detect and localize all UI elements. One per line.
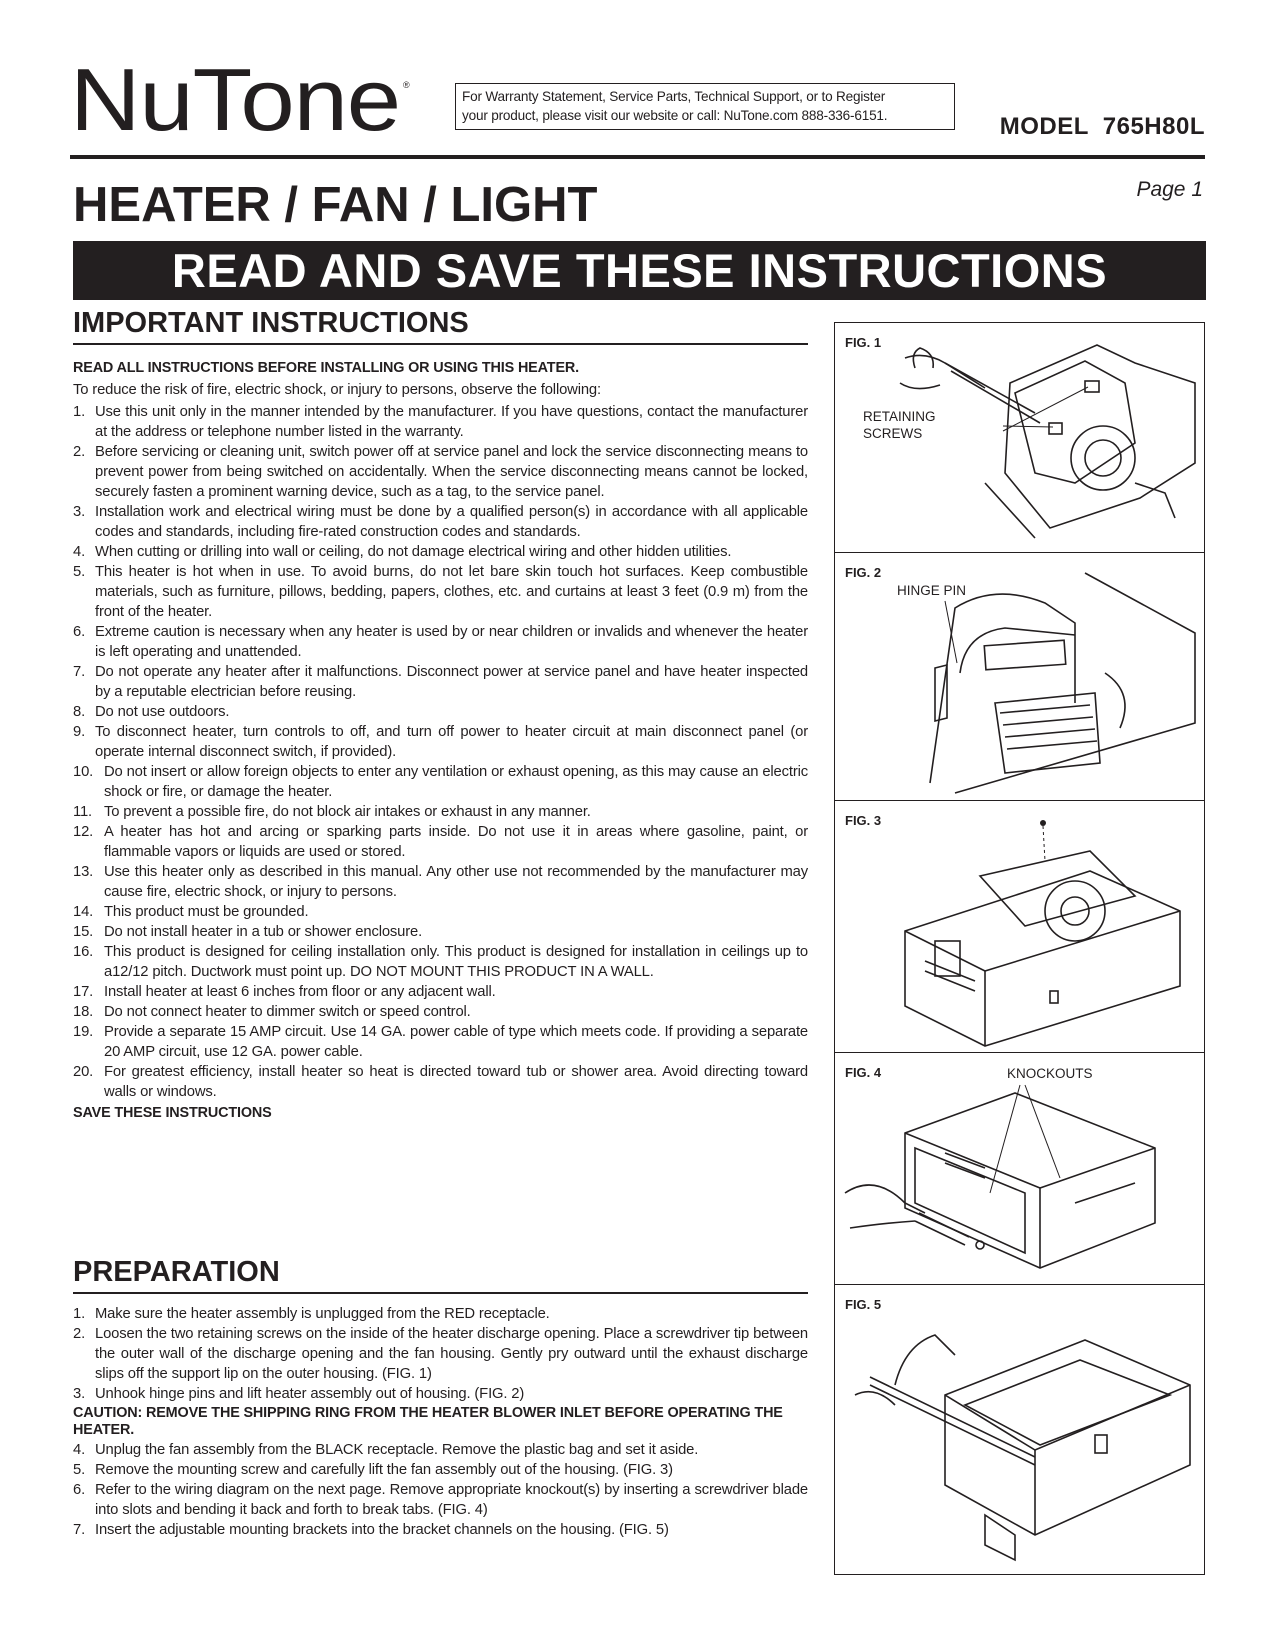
list-item-number: 14. [73, 903, 94, 920]
list-item-number: 18. [73, 1003, 94, 1020]
caution-note: CAUTION: REMOVE THE SHIPPING RING FROM THE HEATER BLOWER INLET BEFORE OPERATING THE HEATER. [73, 1404, 783, 1438]
list-item [73, 1440, 808, 1460]
list-item [73, 922, 808, 942]
figure-callout: RETAINING SCREWS [863, 409, 936, 441]
model-number: MODEL 765H80L [999, 113, 1205, 140]
list-item-text: When cutting or drilling into wall or ceiling, do not damage electrical wiring and other hidden utilities. [95, 543, 732, 560]
page-title: HEATER / FAN / LIGHT [73, 178, 598, 232]
list-item-number: 17. [73, 983, 94, 1000]
list-item [73, 1460, 808, 1480]
section-title-preparation: PREPARATION [73, 1256, 280, 1288]
figure-1 [835, 323, 1204, 553]
list-item-number: 12. [73, 823, 94, 840]
list-item [73, 982, 808, 1002]
list-item [73, 402, 808, 442]
section-rule [73, 1292, 808, 1294]
list-item-number: 4. [73, 1441, 86, 1458]
figure-2 [835, 553, 1204, 801]
list-item [73, 762, 808, 802]
list-item-number: 5. [73, 1461, 86, 1478]
figure-callout: HINGE PIN [897, 583, 967, 598]
list-item-number: 1. [73, 403, 86, 420]
figure-4-illustration [835, 1053, 1203, 1285]
list-item-text: Do not insert or allow foreign objects to enter any ventilation or exhaust opening, as this may cause an electric shock or fire, or damage the heater. [104, 763, 808, 800]
list-item-number: 11. [73, 803, 93, 820]
list-item-text: This product must be grounded. [104, 903, 309, 920]
list-item [73, 722, 808, 762]
list-item-number: 6. [73, 1481, 86, 1498]
list-item-number: 5. [73, 563, 86, 580]
preparation-list-continued [73, 1440, 808, 1540]
list-item-number: 7. [73, 663, 86, 680]
list-item [73, 542, 808, 562]
list-item [73, 1520, 808, 1540]
list-item-text: This heater is hot when in use. To avoid burns, do not let bare skin touch hot surfaces. Keep combustible materials, such as furniture, pillows, bedding, papers, clothes, etc. and curtains at least 3 feet (0.9 m) from the front of the heater. [95, 563, 808, 620]
list-item-text: Installation work and electrical wiring must be done by a qualified person(s) in accordance with all applicable codes and standards, including fire-rated construction codes and standards. [95, 503, 808, 540]
figure-4 [835, 1053, 1204, 1285]
warranty-notice-line1: For Warranty Statement, Service Parts, Technical Support, or to Register [462, 89, 886, 104]
figure-3 [835, 801, 1204, 1053]
list-item [73, 562, 808, 622]
important-intro: To reduce the risk of fire, electric shock, or injury to persons, observe the following: [73, 381, 601, 398]
list-item-text: Extreme caution is necessary when any heater is used by or near children or invalids and whenever the heater is left operating and unattended. [95, 623, 808, 660]
list-item [73, 1480, 808, 1520]
save-instructions-note: SAVE THESE INSTRUCTIONS [73, 1104, 272, 1121]
list-item-number: 7. [73, 1521, 86, 1538]
list-item [73, 622, 808, 662]
list-item [73, 862, 808, 902]
list-item-number: 9. [73, 723, 86, 740]
list-item-number: 6. [73, 623, 86, 640]
list-item-text: Do not connect heater to dimmer switch or speed control. [104, 1003, 471, 1020]
figure-label: FIG. 4 [845, 1065, 882, 1080]
list-item-number: 15. [73, 923, 94, 940]
list-item-text: Loosen the two retaining screws on the inside of the heater discharge opening. Place a screwdriver tip between the outer wall of the discharge opening and the fan housing. Gently pry outward until the exhaust discharge slips off the support lip on the outer housing. (FIG. 1) [95, 1325, 808, 1382]
important-lead: READ ALL INSTRUCTIONS BEFORE INSTALLING OR USING THIS HEATER. [73, 359, 579, 376]
list-item-text: Install heater at least 6 inches from floor or any adjacent wall. [104, 983, 496, 1000]
list-item [73, 1002, 808, 1022]
list-item [73, 942, 808, 982]
nutone-logo [70, 62, 415, 144]
warranty-notice [455, 83, 955, 130]
preparation-section [73, 1254, 808, 1540]
header-divider [70, 155, 1205, 159]
list-item [73, 822, 808, 862]
list-item-text: Remove the mounting screw and carefully lift the fan assembly out of the housing. (FIG. 3) [95, 1461, 673, 1478]
list-item-number: 13. [73, 863, 94, 880]
list-item-number: 1. [73, 1305, 86, 1322]
list-item [73, 902, 808, 922]
list-item [73, 1022, 808, 1062]
figure-callout: KNOCKOUTS [1007, 1066, 1093, 1081]
figures-panel [834, 322, 1205, 1575]
list-item [73, 802, 808, 822]
list-item-text: Unhook hinge pins and lift heater assembly out of housing. (FIG. 2) [95, 1385, 525, 1402]
section-title-important: IMPORTANT INSTRUCTIONS [73, 307, 469, 339]
list-item-text: Unplug the fan assembly from the BLACK receptacle. Remove the plastic bag and set it aside. [95, 1441, 699, 1458]
figure-2-illustration [835, 553, 1203, 801]
preparation-list [73, 1304, 808, 1404]
list-item-number: 10. [73, 763, 94, 780]
important-list [73, 402, 808, 1102]
list-item-number: 3. [73, 503, 86, 520]
list-item-number: 16. [73, 943, 94, 960]
list-item-number: 19. [73, 1023, 94, 1040]
list-item-text: To disconnect heater, turn controls to off, and turn off power to heater circuit at main disconnect panel (or operate internal disconnect switch, if provided). [95, 723, 808, 760]
list-item-number: 4. [73, 543, 86, 560]
list-item-text: Do not operate any heater after it malfunctions. Disconnect power at service panel and have heater inspected by a reputable electrician before reusing. [95, 663, 808, 700]
list-item [73, 1384, 808, 1404]
figure-label: FIG. 1 [845, 335, 882, 350]
registered-mark: ® [403, 80, 410, 90]
figure-label: FIG. 2 [845, 565, 882, 580]
list-item-text: A heater has hot and arcing or sparking parts inside. Do not use it in areas where gasoline, paint, or flammable vapors or liquids are used or stored. [104, 823, 808, 860]
list-item-number: 20. [73, 1063, 94, 1080]
list-item [73, 1324, 808, 1384]
page-number: Page 1 [1136, 178, 1203, 201]
list-item-text: Use this heater only as described in this manual. Any other use not recommended by the manufacturer may cause fire, electric shock, or injury to persons. [104, 863, 808, 900]
list-item-text: Insert the adjustable mounting brackets into the bracket channels on the housing. (FIG. 5) [95, 1521, 669, 1538]
figure-5 [835, 1285, 1204, 1574]
list-item [73, 502, 808, 542]
list-item [73, 702, 808, 722]
list-item-text: Refer to the wiring diagram on the next page. Remove appropriate knockout(s) by inserting a screwdriver blade into slots and bending it back and forth to break tabs. (FIG. 4) [95, 1481, 808, 1518]
section-rule [73, 343, 808, 345]
read-and-save-banner: READ AND SAVE THESE INSTRUCTIONS [73, 241, 1206, 300]
list-item [73, 1304, 808, 1324]
list-item [73, 662, 808, 702]
warranty-notice-line2: your product, please visit our website or call: NuTone.com 888-336-6151. [462, 108, 888, 123]
list-item-text: Do not install heater in a tub or shower enclosure. [104, 923, 423, 940]
list-item-text: Provide a separate 15 AMP circuit. Use 14 GA. power cable of type which meets code. If providing a separate 20 AMP circuit, use 12 GA. power cable. [104, 1023, 808, 1060]
figure-label: FIG. 5 [845, 1297, 882, 1312]
list-item-text: Do not use outdoors. [95, 703, 230, 720]
list-item-text: This product is designed for ceiling installation only. This product is designed for installation in ceilings up to a12/12 pitch. Ductwork must point up. DO NOT MOUNT THIS PRODUCT IN A WALL. [104, 943, 808, 980]
list-item-text: Before servicing or cleaning unit, switch power off at service panel and lock the service disconnecting means to prevent power from being switched on accidentally. When the service disconnecting means cannot be locked, securely fasten a prominent warning device, such as a tag, to the service panel. [95, 443, 808, 500]
brand-name: NuTone [70, 62, 400, 144]
list-item-text: Use this unit only in the manner intended by the manufacturer. If you have questions, contact the manufacturer at the address or telephone number listed in the warranty. [95, 403, 808, 440]
important-instructions-section [73, 305, 808, 1123]
figure-3-illustration [835, 801, 1203, 1053]
list-item-number: 2. [73, 443, 86, 460]
list-item-text: Make sure the heater assembly is unplugged from the RED receptacle. [95, 1305, 550, 1322]
figure-label: FIG. 3 [845, 813, 882, 828]
list-item-number: 2. [73, 1325, 86, 1342]
list-item-text: To prevent a possible fire, do not block air intakes or exhaust in any manner. [104, 803, 591, 820]
figure-5-illustration [835, 1285, 1203, 1574]
nutone-logo-mark [70, 62, 415, 144]
list-item-number: 3. [73, 1385, 86, 1402]
list-item [73, 1062, 808, 1102]
list-item-text: For greatest efficiency, install heater so heat is directed toward tub or shower area. Avoid directing toward walls or windows. [104, 1063, 808, 1100]
list-item-number: 8. [73, 703, 86, 720]
list-item [73, 442, 808, 502]
